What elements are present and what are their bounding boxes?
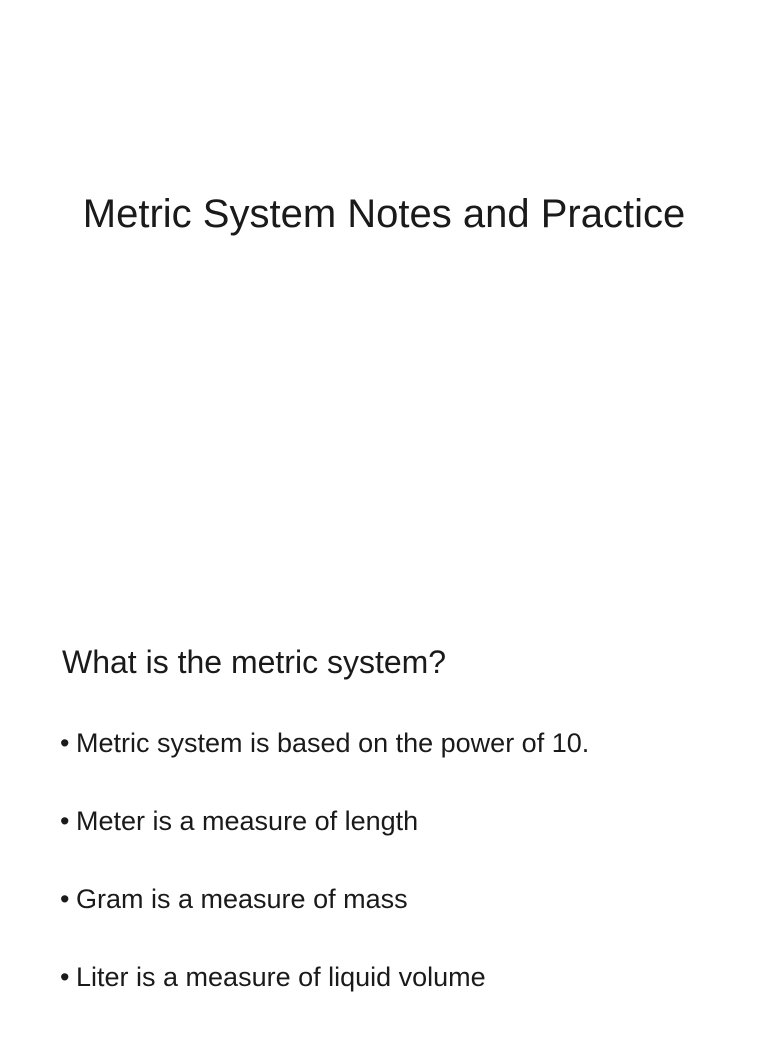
- bullet-item: [60, 882, 589, 960]
- bullet-list: [60, 726, 589, 1038]
- bullet-icon: •: [60, 962, 70, 992]
- bullet-text: Gram is a measure of mass: [76, 884, 408, 914]
- slide-title: Metric System Notes and Practice: [82, 192, 686, 236]
- bullet-item: [60, 960, 589, 1038]
- bullet-item: [60, 804, 589, 882]
- bullet-item: [60, 726, 589, 804]
- slide-heading: What is the metric system?: [62, 644, 447, 680]
- bullet-icon: •: [60, 884, 70, 914]
- bullet-icon: •: [60, 806, 70, 836]
- bullet-icon: •: [60, 728, 70, 758]
- bullet-text: Metric system is based on the power of 10.: [76, 728, 590, 758]
- content-slide: [0, 576, 768, 1024]
- bullet-text: Liter is a measure of liquid volume: [76, 962, 486, 992]
- bullet-text: Meter is a measure of length: [76, 806, 419, 836]
